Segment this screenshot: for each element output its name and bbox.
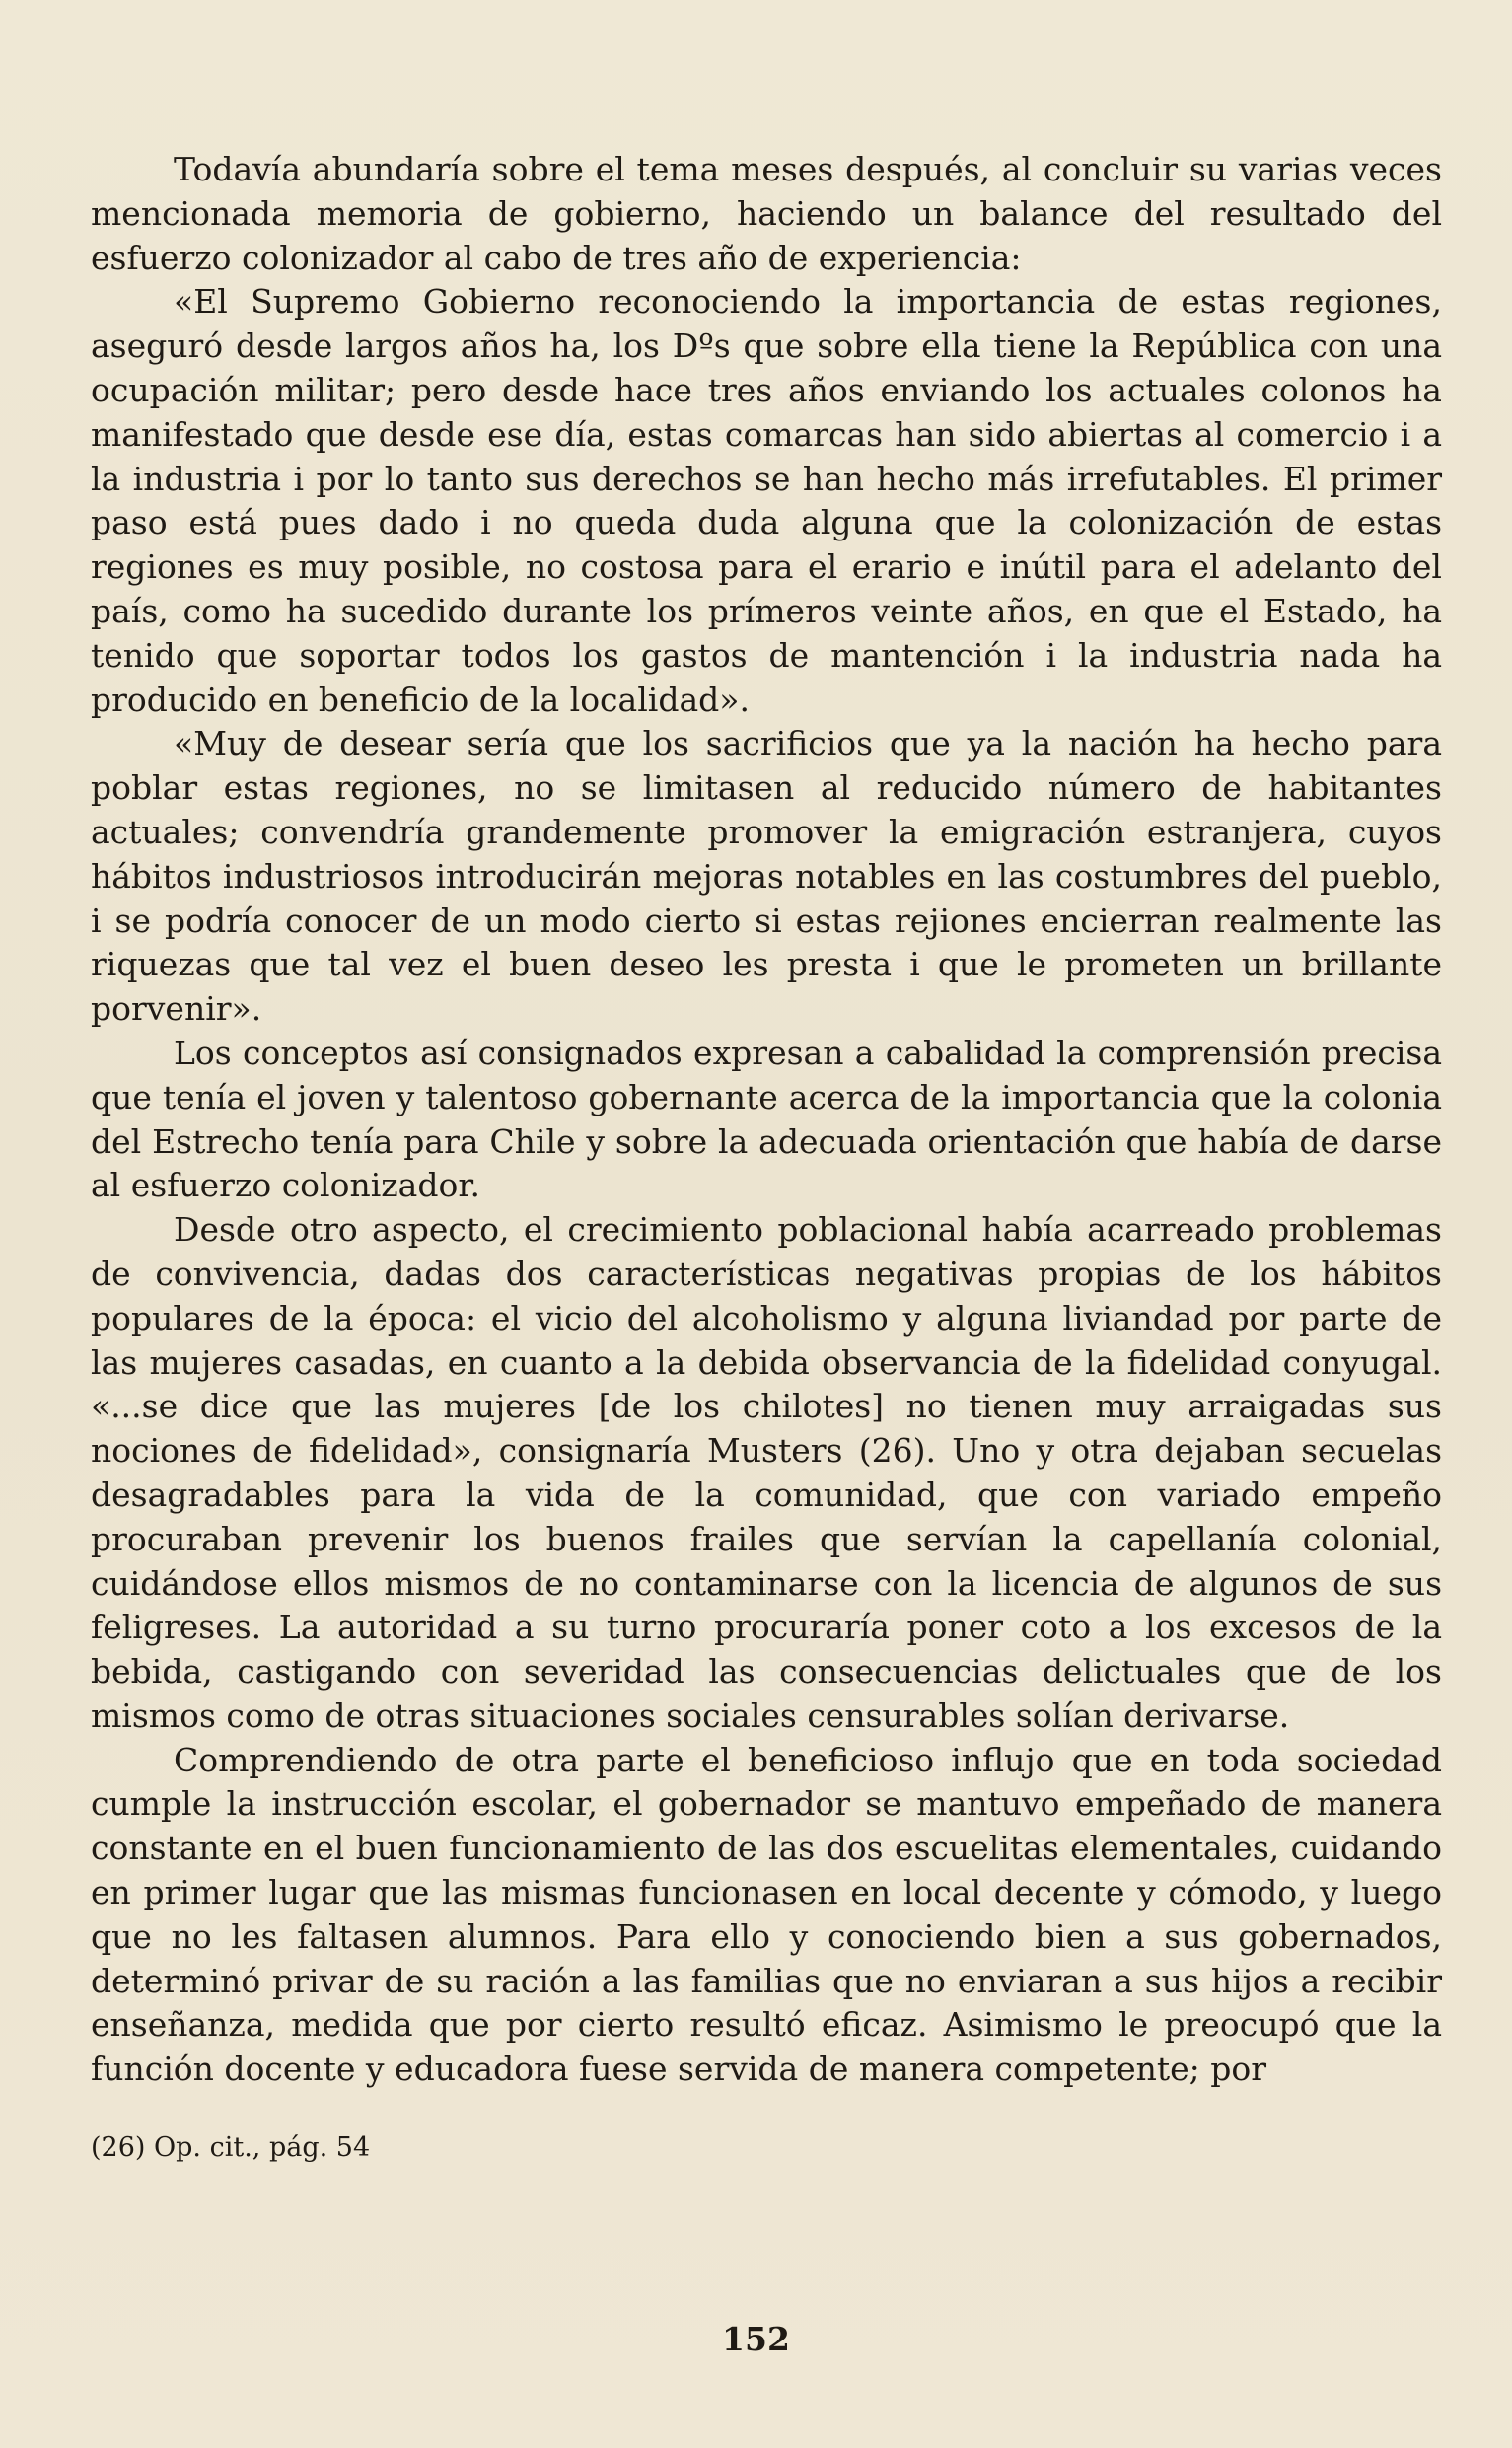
paragraph-6: Comprendiendo de otra parte el beneficioso influjo que en toda sociedad cumple la instrucción escolar, el gobernador se mantuvo empeñado de manera constante en el buen funcionamiento de las dos escuelitas elementales, cuidando en primer lugar que las mismas funcionasen en local decente y cómodo, y luego que no les faltasen alumnos. Para ello y conociendo bien a sus gobernados, determinó privar de su ración a las familias que no enviaran a sus hijos a recibir enseñanza, medida que por cierto resultó eficaz. Asimismo le preocupó que la función docente y educadora fuese servida de manera competente; por [91, 1740, 1442, 2089]
footnote: (26) Op. cit., pág. 54 [91, 2132, 371, 2163]
paragraph-2-quote: «El Supremo Gobierno reconociendo la importancia de estas regiones, aseguró desde largos años ha, los Dºs que sobre ella tiene la República con una ocupación militar; pero desde hace tres años enviando los actuales colonos ha manifestado que desde ese día, estas comarcas han sido abiertas al comercio i a la industria i por lo tanto sus derechos se han hecho más irrefutables. El primer paso está pues dado i no queda duda alguna que la colonización de estas regiones es muy posible, no costosa para el erario e inútil para el adelanto del país, como ha sucedido durante los prímeros veinte años, en que el Estado, ha tenido que soportar todos los gastos de mantención i la industria nada ha producido en beneficio de la localidad». [91, 282, 1442, 719]
paragraph-5: Desde otro aspecto, el crecimiento poblacional había acarreado problemas de convivencia, dadas dos características negativas propias de los hábitos populares de la época: el vicio del alcoholismo y alguna liviandad por parte de las mujeres casadas, en cuanto a la debida observancia de la fidelidad conyugal. «...se dice que las mujeres [de los chilotes] no tienen muy arraigadas sus nociones de fidelidad», consignaría Musters (26). Uno y otra dejaban secuelas desagradables para la vida de la comunidad, que con variado empeño procuraban prevenir los buenos frailes que servían la capellanía colonial, cuidándose ellos mismos de no contaminarse con la licencia de algunos de sus feligreses. La autoridad a su turno procuraría poner coto a los excesos de la bebida, castigando con severidad las consecuencias delictuales que de los mismos como de otras situaciones sociales censurables solían derivarse. [91, 1210, 1442, 1735]
body-text [91, 148, 1442, 2092]
paragraph-4: Los conceptos así consignados expresan a cabalidad la comprensión precisa que tenía el joven y talentoso gobernante acerca de la importancia que la colonia del Estrecho tenía para Chile y sobre la adecuada orientación que había de darse al esfuerzo colonizador. [91, 1033, 1442, 1205]
page-number: 152 [722, 2320, 790, 2358]
paragraph-1: Todavía abundaría sobre el tema meses después, al concluir su varias veces mencionada memoria de gobierno, haciendo un balance del resultado del esfuerzo colonizador al cabo de tres año de experiencia: [91, 150, 1442, 277]
paragraph-3-quote: «Muy de desear sería que los sacrificios que ya la nación ha hecho para poblar estas regiones, no se limitasen al reducido número de habitantes actuales; convendría grandemente promover la emigración estranjera, cuyos hábitos industriosos introducirán mejoras notables en las costumbres del pueblo, i se podría conocer de un modo cierto si estas rejiones encierran realmente las riquezas que tal vez el buen deseo les presta i que le prometen un brillante porvenir». [91, 724, 1442, 1029]
